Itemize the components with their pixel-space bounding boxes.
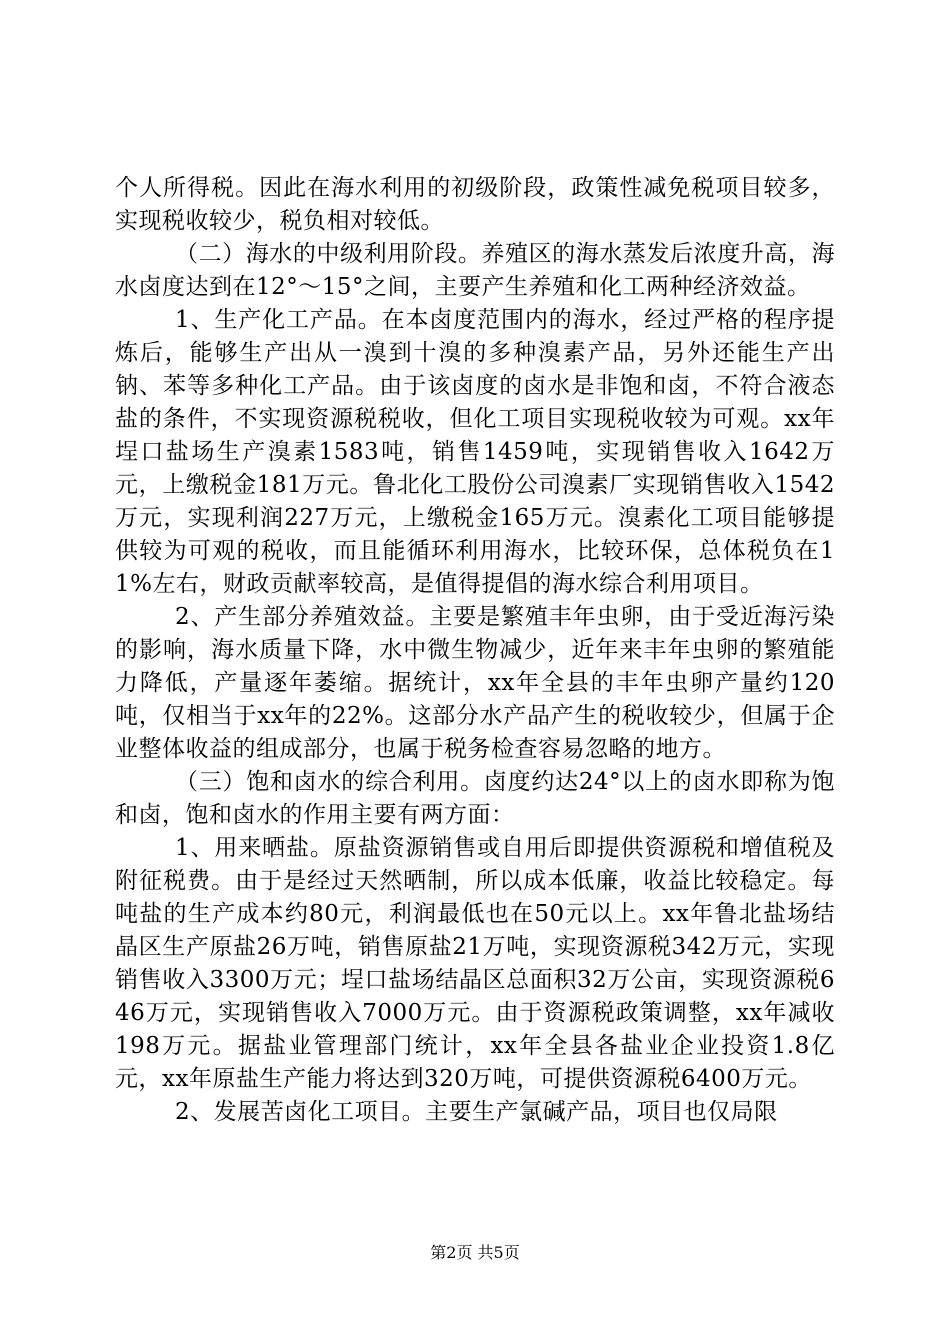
paragraph-salt-drying: 1、用来晒盐。原盐资源销售或自用后即提供资源税和增值税及附征税费。由于是经过天然晒制，所以成本低廉，收益比较稳定。每吨盐的生产成本约80元，利润最低也在50元以上。xx年鲁北盐场结晶区生产原盐26万吨，销售原盐21万吨，实现资源税342万元，实现销售收入3300万元；埕口盐场结晶区总面积32万公亩，实现资源税646万元，实现销售收入7000万元。由于资源税政策调整，xx年减收198万元。据盐业管理部门统计，xx年全县各盐业企业投资1.8亿元，xx年原盐生产能力将达到320万吨，可提供资源税6400万元。: [115, 835, 835, 1092]
paragraph-section-two-heading: （二）海水的中级利用阶段。养殖区的海水蒸发后浓度升高，海水卤度达到在12°～15°之间，主要产生养殖和化工两种经济效益。: [115, 241, 835, 300]
paragraph-section-three-heading: （三）饱和卤水的综合利用。卤度约达24°以上的卤水即称为饱和卤，饱和卤水的作用主要有两方面：: [115, 769, 835, 828]
paragraph-bittern-chemical: 2、发展苦卤化工项目。主要生产氯碱产品，项目也仅局限: [175, 1099, 778, 1125]
paragraph-continuation: 个人所得税。因此在海水利用的初级阶段，政策性减免税项目较多，实现税收较少，税负相对较低。: [115, 175, 835, 234]
paragraph-aquaculture-benefits: 2、产生部分养殖效益。主要是繁殖丰年虫卵，由于受近海污染的影响，海水质量下降，水中微生物减少，近年来丰年虫卵的繁殖能力降低，产量逐年萎缩。据统计，xx年全县的丰年虫卵产量约120吨，仅相当于xx年的22%。这部分水产品产生的税收较少，但属于企业整体收益的组成部分，也属于税务检查容易忽略的地方。: [115, 604, 835, 762]
page-number-footer: 第2页 共5页: [430, 1243, 520, 1262]
document-body: [115, 172, 835, 1129]
paragraph-chemical-products: 1、生产化工产品。在本卤度范围内的海水，经过严格的程序提炼后，能够生产出从一溴到十溴的多种溴素产品，另外还能生产出钠、苯等多种化工产品。由于该卤度的卤水是非饱和卤，不符合液态盐的条件，不实现资源税税收，但化工项目实现税收较为可观。xx年埕口盐场生产溴素1583吨，销售1459吨，实现销售收入1642万元，上缴税金181万元。鲁北化工股份公司溴素厂实现销售收入1542万元，实现利润227万元，上缴税金165万元。溴素化工项目能够提供较为可观的税收，而且能循环利用海水，比较环保，总体税负在11%左右，财政贡献率较高，是值得提倡的海水综合利用项目。: [115, 307, 835, 597]
